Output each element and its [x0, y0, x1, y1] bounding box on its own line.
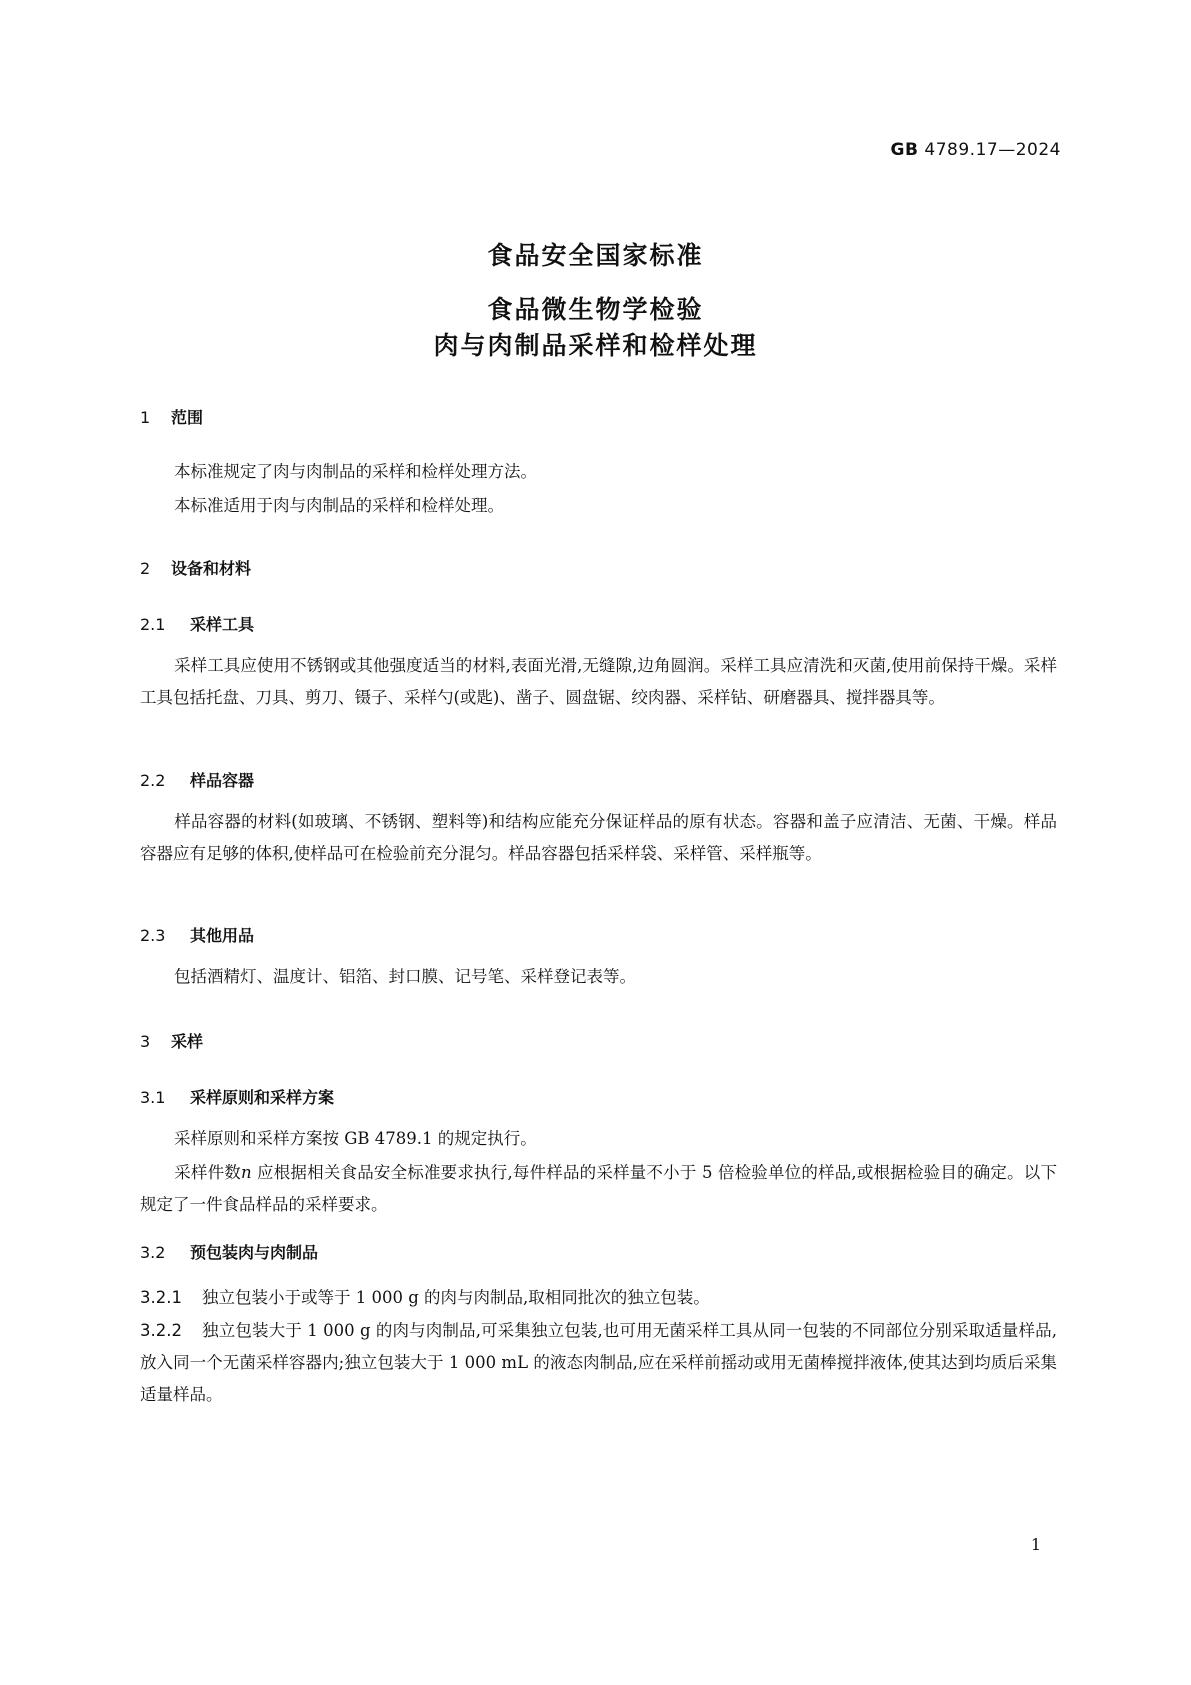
subsection-number: 3.2: [140, 1243, 166, 1262]
section-heading-3: [140, 1029, 203, 1052]
section-title: 设备和材料: [171, 559, 252, 578]
section-number: 1: [140, 408, 151, 427]
paragraph: 采样原则和采样方案按 GB 4789.1 的规定执行。: [174, 1129, 537, 1148]
subsection-number: 3.1: [140, 1088, 166, 1107]
section-heading-1: [140, 405, 203, 428]
subsection-number: 2.2: [140, 771, 166, 790]
page-number: 1: [1030, 1535, 1041, 1554]
subsection-title: 其他用品: [190, 926, 255, 945]
subsection-heading-2-1: [140, 612, 254, 635]
subsection-number: 2.1: [140, 615, 166, 634]
subsection-heading-2-3: [140, 923, 254, 946]
section-number: 3: [140, 1032, 151, 1051]
paragraph: 本标准适用于肉与肉制品的采样和检样处理。: [174, 496, 504, 515]
standard-prefix: GB: [890, 140, 919, 160]
clause-3-2-2: 3.2.2 独立包装大于 1 000 g 的肉与肉制品,可采集独立包装,也可用无菌采样工具从同一包装的不同部位分别采取适量样品,放入同一个无菌采样容器内;独立包装大于 1 000 mL 的液态肉制品,应在采样前摇动或用无菌棒搅拌液体,使其达到均质后采集适量样品。: [140, 1321, 1057, 1404]
section-number: 2: [140, 559, 151, 578]
subsection-number: 2.3: [140, 926, 166, 945]
subsection-heading-3-2: [140, 1240, 318, 1263]
subsection-heading-3-1: [140, 1085, 334, 1108]
standard-code: [891, 140, 1062, 160]
subsection-title: 预包装肉与肉制品: [190, 1243, 319, 1262]
section-heading-2: [140, 556, 251, 579]
title-main: 食品安全国家标准: [487, 241, 704, 270]
subsection-title: 采样工具: [190, 615, 255, 634]
title-subtitle-2: 肉与肉制品采样和检样处理: [433, 331, 758, 360]
paragraph: 样品容器的材料(如玻璃、不锈钢、塑料等)和结构应能充分保证样品的原有状态。容器和盖子应清洁、无菌、干燥。样品容器应有足够的体积,使样品可在检验前充分混匀。样品容器包括采样袋、采样管、采样瓶等。: [140, 812, 1057, 863]
paragraph: 采样工具应使用不锈钢或其他强度适当的材料,表面光滑,无缝隙,边角圆润。采样工具应清洗和灭菌,使用前保持干燥。采样工具包括托盘、刀具、剪刀、镊子、采样勺(或匙)、凿子、圆盘锯、绞肉器、采样钻、研磨器具、搅拌器具等。: [140, 656, 1057, 707]
standard-number: 4789.17—2024: [924, 140, 1061, 160]
paragraph: 包括酒精灯、温度计、铝箔、封口膜、记号笔、采样登记表等。: [174, 967, 636, 986]
title-block: [0, 238, 1191, 364]
clause-3-2-1: 3.2.1 独立包装小于或等于 1 000 g 的肉与肉制品,取相同批次的独立包装。: [140, 1288, 710, 1307]
variable-n: n: [240, 1163, 252, 1182]
section-title: 范围: [171, 408, 204, 427]
section-title: 采样: [171, 1032, 204, 1051]
subsection-heading-2-2: [140, 768, 254, 791]
title-subtitle-1: 食品微生物学检验: [487, 295, 704, 324]
paragraph: 本标准规定了肉与肉制品的采样和检样处理方法。: [174, 462, 537, 481]
subsection-title: 样品容器: [190, 771, 255, 790]
paragraph: 采样件数n 应根据相关食品安全标准要求执行,每件样品的采样量不小于 5 倍检验单位的样品,或根据检验目的确定。以下规定了一件食品样品的采样要求。: [140, 1163, 1057, 1214]
subsection-title: 采样原则和采样方案: [190, 1088, 335, 1107]
